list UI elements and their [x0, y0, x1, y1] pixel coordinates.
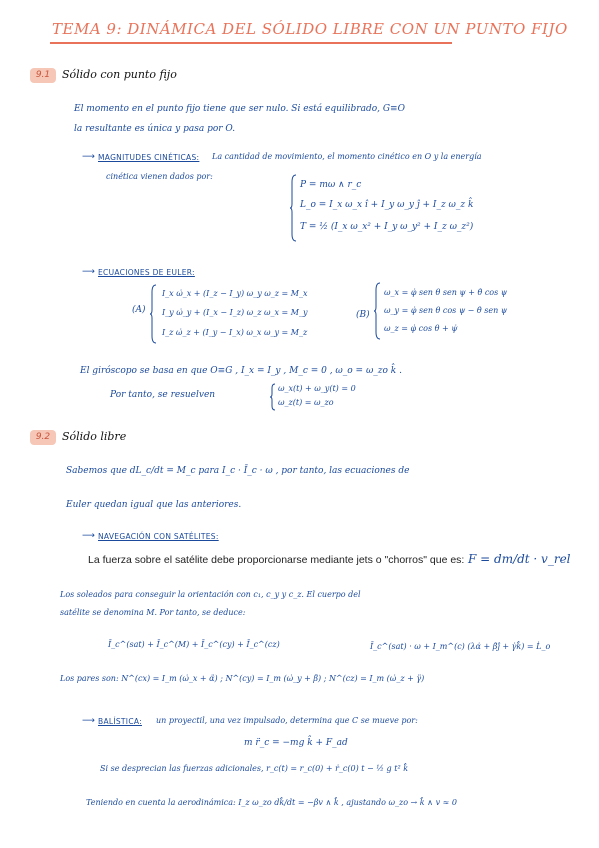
euler-a-eq-3: I_z ω̇_z + (I_y − I_x) ω_x ω_y = M_z [162, 328, 308, 337]
ballistics-equation: m r̈_c = −mg k̂ + F_ad [244, 738, 348, 748]
typed-satellite-line: La fuerza sobre el satélite debe proporcionarse mediante jets o "chorros" que es: [88, 554, 465, 566]
gyro-eq-2: ω_z(t) = ω_zo [278, 398, 334, 407]
euler-b-eq-2: ω_y = φ̇ sen θ cos ψ − θ̇ sen ψ [384, 306, 508, 315]
gyro-line-1: El giróscopo se basa en que O≡G , I_x = I_y , M_c = 0 , ω_o = ω_zo k̂ . [80, 366, 402, 376]
section-title-9-2: Sólido libre [62, 430, 127, 443]
euler-a-eq-1: I_x ω̇_x + (I_z − I_y) ω_y ω_z = M_x [162, 289, 308, 298]
gyro-eq-1: ω_x(t) + ω_y(t) = 0 [278, 384, 356, 393]
ballistics-trajectory: Si se desprecian las fuerzas adicionales, r_c(t) = r_c(0) + ṙ_c(0) t − ½ g t² k̂ [100, 764, 409, 773]
eq-angular-momentum: L_o = I_x ω_x î + I_y ω_y ĵ + I_z ω_z k̂ [300, 200, 474, 210]
brace-euler-b [374, 282, 382, 340]
aerodynamics-line: Teniendo en cuenta la aerodinámica: I_z ω_zo dk̂/dt = −βv ∧ k̂ , ajustando ω_zo → k̂ ∧ v ≈ 0 [86, 798, 457, 807]
eq-kinetic-energy: T = ½ (I_x ω_x² + I_y ω_y² + I_z ω_z²) [300, 222, 474, 232]
s1-intro-line-1: El momento en el punto fijo tiene que ser nulo. Si está equilibrado, G≡O [74, 104, 405, 114]
navigation-label: NAVEGACIÓN CON SATÉLITES: [98, 532, 219, 541]
eq-momentum: P = mω ∧ r_c [300, 180, 362, 190]
ballistics-label: BALÍSTICA: [98, 717, 142, 726]
magnitudes-text-2: cinética vienen dados por: [106, 172, 213, 181]
arrow-icon: ⟶ [82, 152, 95, 162]
thrust-equation: F = dm/dt · v_rel [468, 552, 571, 566]
section-badge-9-2: 9.2 [30, 430, 56, 445]
euler-tag-a: (A) [132, 305, 146, 315]
magnitudes-text-1: La cantidad de movimiento, el momento cinético en O y la energía [212, 152, 482, 161]
ballistics-text: un proyectil, una vez impulsado, determina que C se mueve por: [156, 716, 418, 725]
navigation-text-1: Los soleados para conseguir la orientación con c₁, c_y y c_z. El cuerpo del [60, 590, 361, 599]
arrow-icon: ⟶ [82, 716, 95, 726]
gyro-line-2: Por tanto, se resuelven [110, 390, 216, 400]
brace-magnitudes [290, 174, 298, 242]
brace-euler-a [150, 284, 158, 344]
momentum-rate-equation: Ī_c^(sat) · ω + I_m^(c) (λα̇ + β̇ĵ + γ̇k̂) = L̇_o [370, 642, 551, 651]
section-badge-9-1: 9.1 [30, 68, 56, 83]
section-title-9-1: Sólido con punto fijo [62, 68, 177, 81]
navigation-text-2: satélite se denomina M. Por tanto, se deduce: [60, 608, 246, 617]
s2-intro-line-2: Euler quedan igual que las anteriores. [66, 500, 242, 510]
euler-b-eq-1: ω_x = φ̇ sen θ sen ψ + θ̇ cos ψ [384, 288, 508, 297]
magnitudes-label: MAGNITUDES CINÉTICAS: [98, 153, 200, 162]
inertia-sum: Ī_c^(sat) + Ī_c^(M) + Ī_c^(cy) + Ī_c^(cz) [108, 640, 280, 649]
euler-tag-b: (B) [356, 310, 370, 320]
torques-line: Los pares son: N^(cx) = I_m (ω̇_x + α̈) ; N^(cy) = I_m (ω̇_y + β̈) ; N^(cz) = I_m (ω̇_z + γ̈) [60, 674, 425, 683]
s2-intro-line-1: Sabemos que dL_c/dt = M_c para I_c · Ī_c · ω , por tanto, las ecuaciones de [66, 466, 410, 476]
brace-gyro [270, 383, 276, 411]
euler-label: ECUACIONES DE EULER: [98, 268, 195, 277]
s1-intro-line-2: la resultante es única y pasa por O. [74, 124, 236, 134]
euler-a-eq-2: I_y ω̇_y + (I_x − I_z) ω_z ω_x = M_y [162, 308, 308, 317]
euler-b-eq-3: ω_z = φ̇ cos θ + ψ̇ [384, 324, 458, 333]
page-title: TEMA 9: DINÁMICA DEL SÓLIDO LIBRE CON UN PUNTO FIJO [52, 20, 568, 38]
arrow-icon: ⟶ [82, 267, 95, 277]
title-underline [50, 42, 452, 44]
arrow-icon: ⟶ [82, 531, 95, 541]
